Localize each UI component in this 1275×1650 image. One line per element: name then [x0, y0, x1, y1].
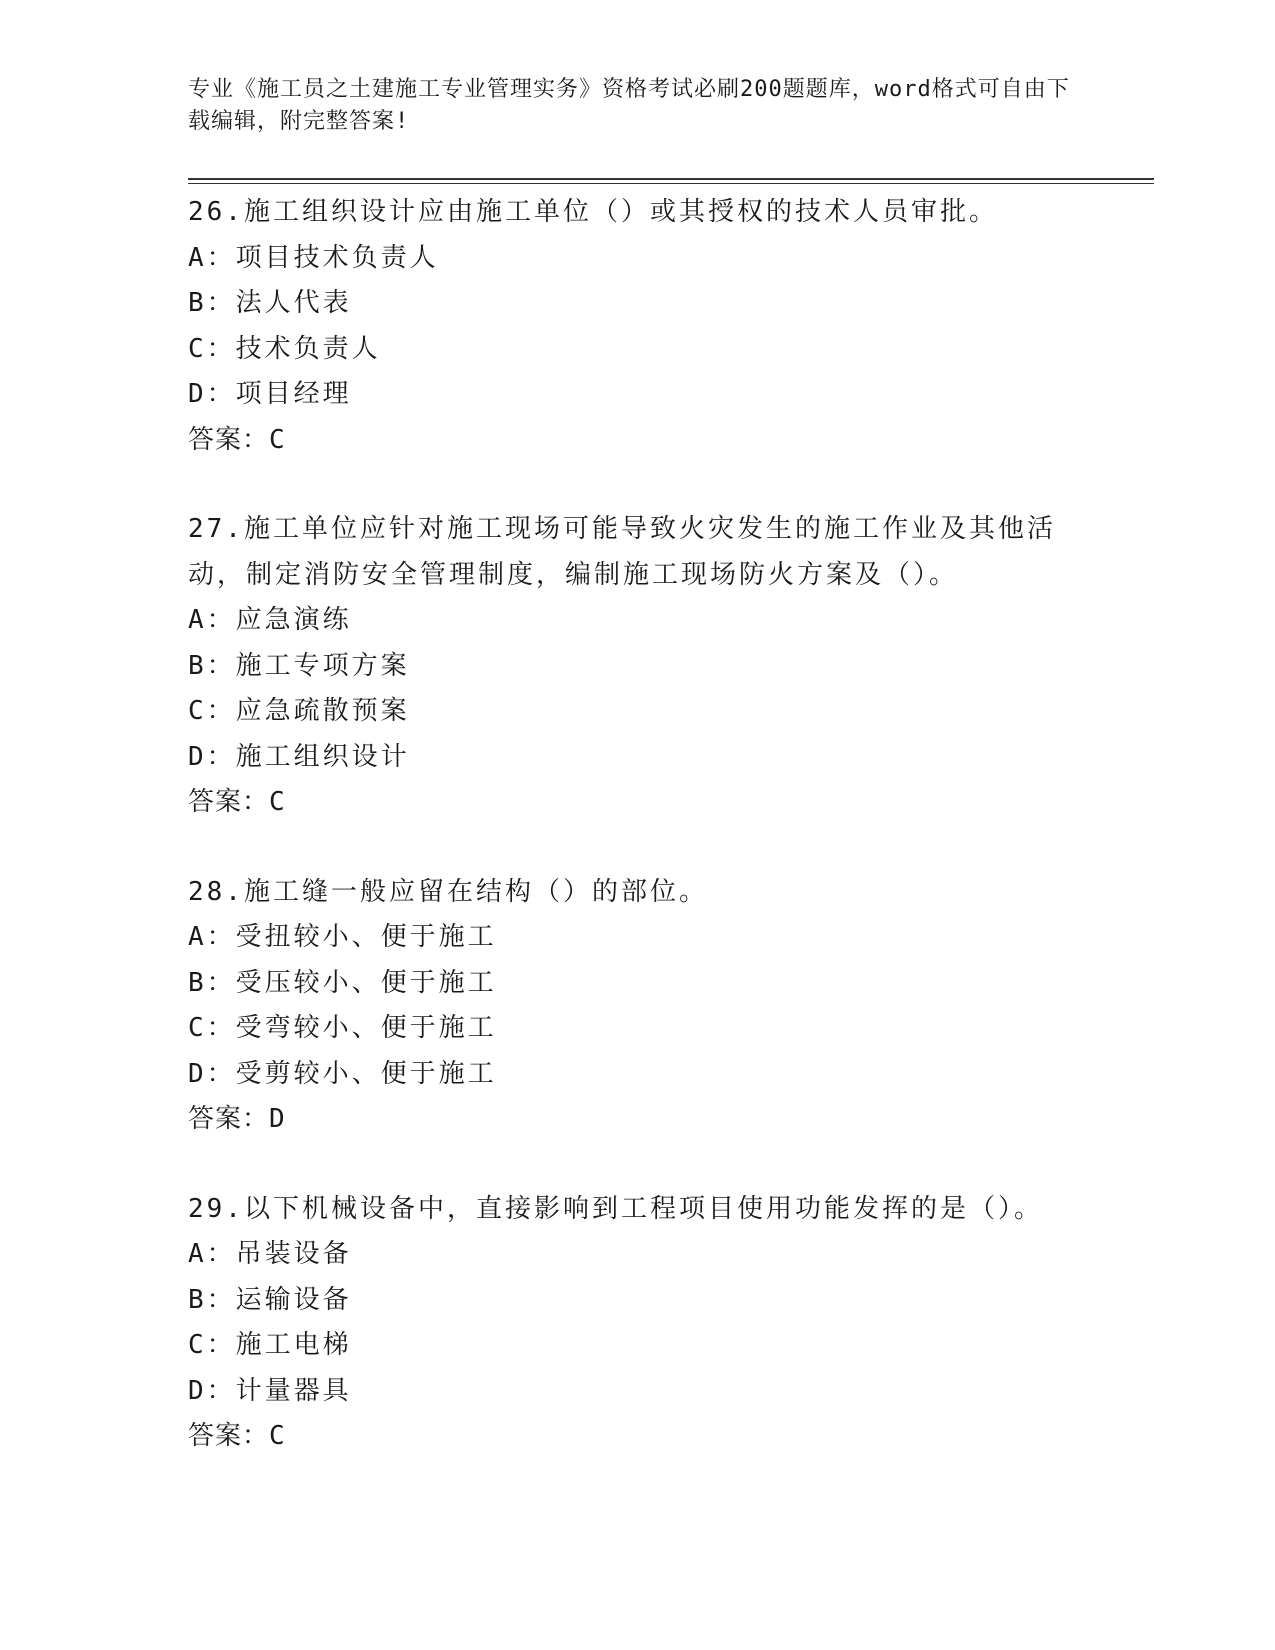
answer-line	[188, 780, 1108, 826]
option-d: D：项目经理	[188, 379, 352, 409]
question-item	[188, 870, 1108, 1143]
answer-value: C	[269, 787, 286, 817]
answer-value: D	[269, 1104, 286, 1134]
answer-line	[188, 1097, 1108, 1143]
question-stem: 29.以下机械设备中，直接影响到工程项目使用功能发挥的是（）。	[188, 1193, 1043, 1224]
answer-label: 答案：	[188, 1421, 270, 1451]
header-divider	[188, 178, 1154, 184]
option-c: C：应急疏散预案	[188, 696, 410, 726]
answer-label: 答案：	[188, 787, 270, 817]
answer-line	[188, 418, 1108, 464]
answer-label: 答案：	[188, 1104, 270, 1134]
question-stem: 27.施工单位应针对施工现场可能导致火灾发生的施工作业及其他活动，制定消防安全管理制度，编制施工现场防火方案及（）。	[188, 514, 1056, 590]
option-a: A：受扭较小、便于施工	[188, 922, 497, 952]
question-stem: 26.施工组织设计应由施工单位（）或其授权的技术人员审批。	[188, 197, 998, 227]
option-b: B：法人代表	[188, 288, 352, 318]
option-a: A：应急演练	[188, 605, 352, 635]
option-a: A：项目技术负责人	[188, 242, 439, 273]
answer-value: C	[269, 424, 286, 455]
option-b: B：受压较小、便于施工	[188, 967, 497, 998]
question-item	[188, 507, 1108, 826]
question-list	[188, 190, 1108, 1504]
question-item	[188, 190, 1108, 463]
answer-label: 答案：	[188, 424, 270, 455]
option-b: B：施工专项方案	[188, 650, 410, 681]
option-d: D：受剪较小、便于施工	[188, 1058, 497, 1089]
option-c: C：技术负责人	[188, 333, 381, 364]
option-c: C：施工电梯	[188, 1330, 352, 1360]
answer-value: C	[269, 1421, 286, 1451]
option-b: B：运输设备	[188, 1284, 352, 1315]
question-stem: 28.施工缝一般应留在结构（）的部位。	[188, 876, 708, 907]
answer-line	[188, 1414, 1108, 1460]
option-a: A：吊装设备	[188, 1239, 352, 1269]
option-c: C：受弯较小、便于施工	[188, 1013, 497, 1043]
option-d: D：计量器具	[188, 1375, 352, 1406]
question-item	[188, 1187, 1108, 1460]
option-d: D：施工组织设计	[188, 741, 410, 772]
page-header: 专业《施工员之土建施工专业管理实务》资格考试必刷200题题库，word格式可自由下载编辑，附完整答案!	[188, 77, 1070, 134]
